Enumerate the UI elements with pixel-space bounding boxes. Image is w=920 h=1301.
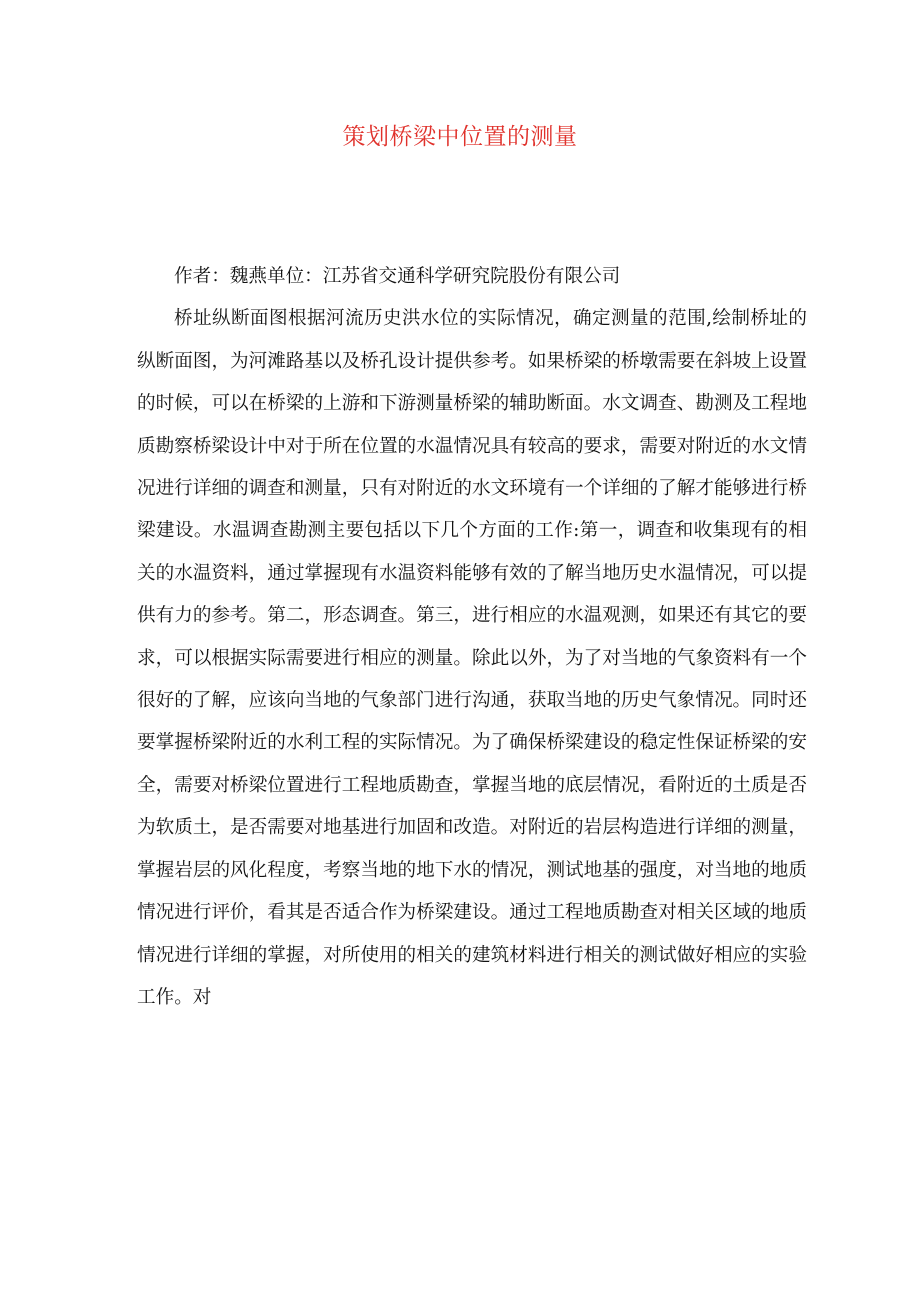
document-body <box>137 256 807 1019</box>
document-title: 策划桥梁中位置的测量 <box>342 124 578 150</box>
author-line: 作者：魏燕单位：江苏省交通科学研究院股份有限公司 <box>174 266 621 287</box>
body-paragraph: 桥址纵断面图根据河流历史洪水位的实际情况，确定测量的范围,绘制桥址的纵断面图，为河滩路基以及桥孔设计提供参考。如果桥梁的桥墩需要在斜坡上设置的时候，可以在桥梁的上游和下游测量桥梁的辅助断面。水文调查、勘测及工程地质勘察桥梁设计中对于所在位置的水温情况具有较高的要求，需要对附近的水文情况进行详细的调查和测量，只有对附近的水文环境有一个详细的了解才能够进行桥梁建设。水温调查勘测主要包括以下几个方面的工作:第一，调查和收集现有的相关的水温资料，通过掌握现有水温资料能够有效的了解当地历史水温情况，可以提供有力的参考。第二，形态调查。第三，进行相应的水温观测，如果还有其它的要求，可以根据实际需要进行相应的测量。除此以外，为了对当地的气象资料有一个很好的了解，应该向当地的气象部门进行沟通，获取当地的历史气象情况。同时还要掌握桥梁附近的水利工程的实际情况。为了确保桥梁建设的稳定性保证桥梁的安全，需要对桥梁位置进行工程地质勘查，掌握当地的底层情况，看附近的土质是否为软质土，是否需要对地基进行加固和改造。对附近的岩层构造进行详细的测量，掌握岩层的风化程度，考察当地的地下水的情况，测试地基的强度，对当地的地质情况进行评价，看其是否适合作为桥梁建设。通过工程地质勘查对相关区域的地质情况进行详细的掌握，对所使用的相关的建筑材料进行相关的测试做好相应的实验工作。对 <box>137 308 807 1008</box>
